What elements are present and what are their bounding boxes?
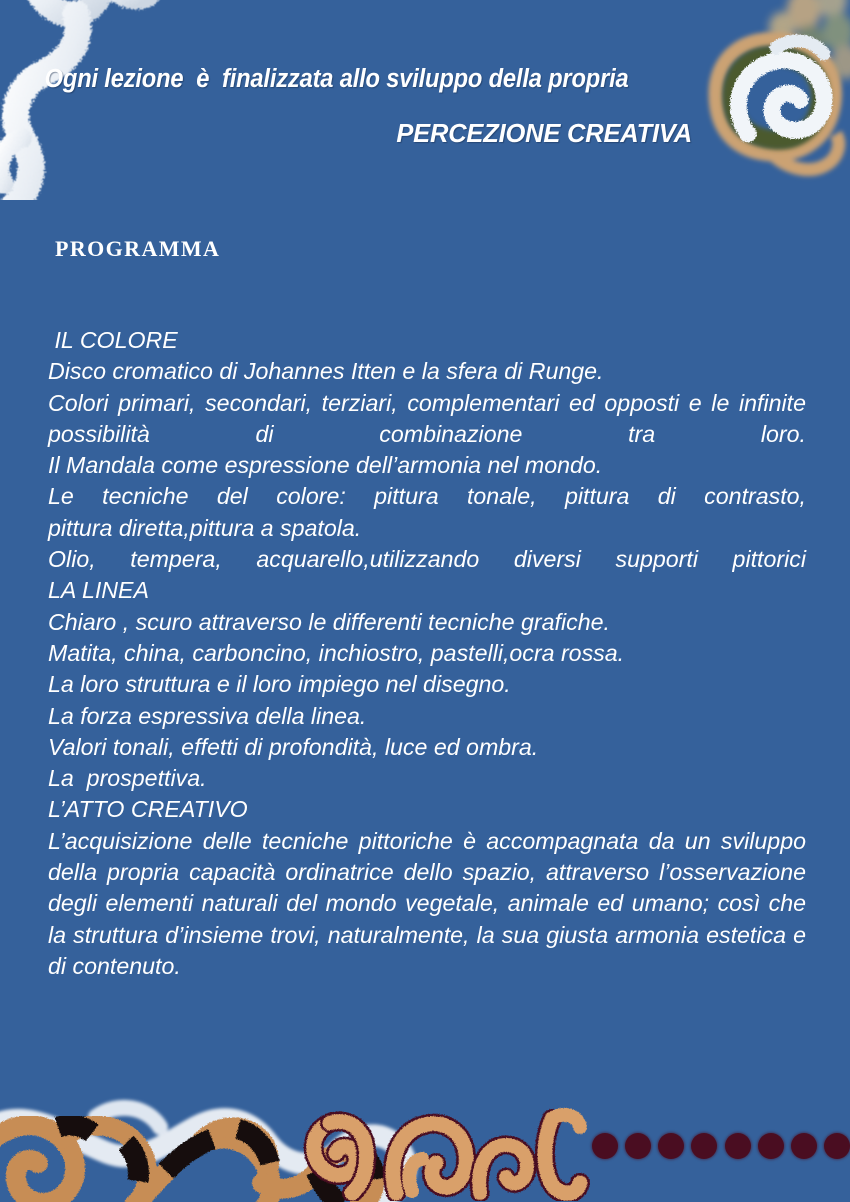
programma-content	[48, 325, 806, 982]
content-line: Disco cromatico di Johannes Itten e la sfera di Runge.	[48, 358, 604, 385]
programma-heading: PROGRAMMA	[55, 236, 221, 261]
content-line: pittura diretta,pittura a spatola.	[48, 514, 362, 541]
content-line: Valori tonali, effetti di profondità, luce ed ombra.	[48, 733, 539, 760]
content-line: La forza espressiva della linea.	[48, 702, 367, 729]
decorative-dot	[725, 1133, 751, 1159]
content-line: L’acquisizione delle tecniche pittoriche è accompagnata da un sviluppo della propria capacità ordinatrice dello spazio, attraverso l’osservazione degli elementi naturali del mondo vegetale, animale ed umano; così che la struttura d’insieme trovi, naturalmente, la sua giusta armonia estetica e di contenuto.	[48, 827, 806, 979]
content-line: Matita, china, carboncino, inchiostro, pastelli,ocra rossa.	[48, 639, 625, 666]
decorative-dot	[625, 1133, 651, 1159]
content-line: IL COLORE	[48, 327, 178, 353]
decorative-dot	[691, 1133, 717, 1159]
header-title-line-2: PERCEZIONE CREATIVA	[396, 120, 692, 148]
header-band	[0, 0, 850, 200]
content-line: Le tecniche del colore: pittura tonale, pittura di contrasto,	[48, 483, 806, 510]
content-line: L’ATTO CREATIVO	[48, 796, 248, 823]
content-line: Il Mandala come espressione dell’armonia nel mondo.	[48, 452, 603, 479]
decorative-dot	[824, 1133, 850, 1159]
header-title-line-1: Ogni lezione è finalizzata allo sviluppo della propria	[44, 65, 629, 93]
content-line: Chiaro , scuro attraverso le differenti tecniche grafiche.	[48, 608, 610, 635]
content-line: La prospettiva.	[48, 765, 207, 792]
decorative-dot	[791, 1133, 817, 1159]
decorative-dot	[758, 1133, 784, 1159]
decorative-dot	[592, 1133, 618, 1159]
content-line: Colori primari, secondari, terziari, complementari ed opposti e le infinite possibilità di combinazione tra loro.	[48, 389, 806, 447]
content-line: Olio, tempera, acquarello,utilizzando diversi supporti pittorici	[48, 546, 806, 573]
content-line: La loro struttura e il loro impiego nel disegno.	[48, 671, 511, 698]
decorative-dot	[658, 1133, 684, 1159]
footer-band	[0, 1087, 850, 1202]
curled-ribbon-ornaments	[300, 1101, 590, 1201]
content-line: LA LINEA	[48, 577, 149, 604]
maroon-dot-row	[592, 1129, 850, 1163]
header-title-group	[0, 62, 850, 151]
